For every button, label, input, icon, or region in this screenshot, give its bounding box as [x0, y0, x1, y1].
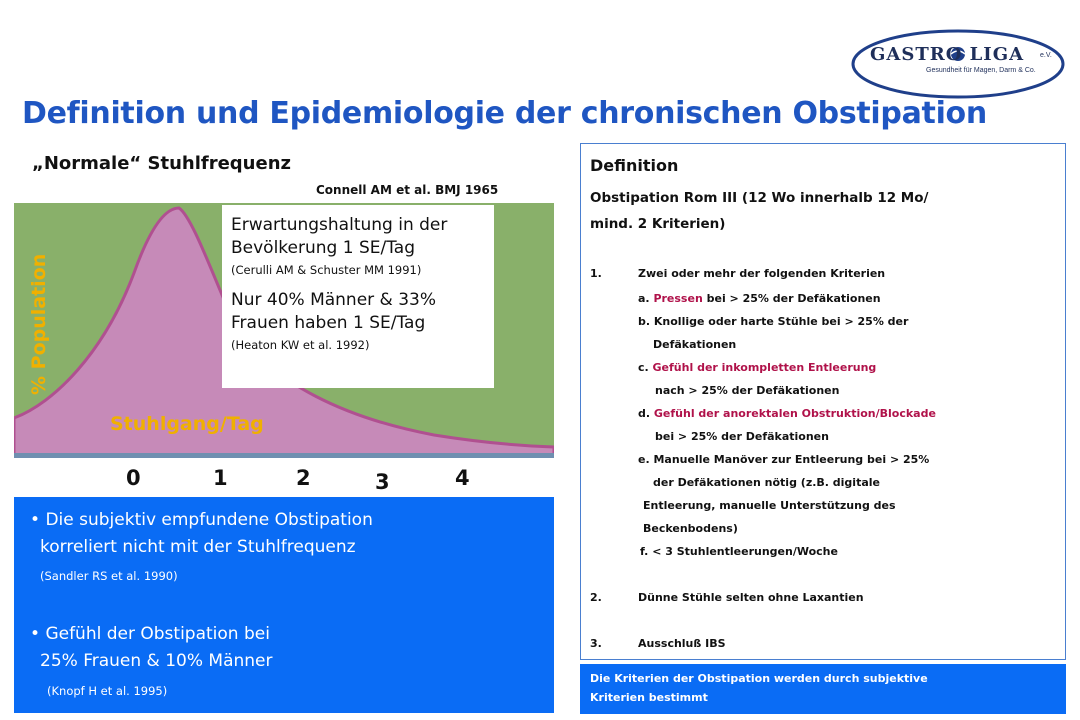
footer-line: Kriterien bestimmt — [590, 691, 708, 704]
bullet-text: korreliert nicht mit der Stuhlfrequenz — [40, 537, 356, 557]
sub-criterion-e-cont: Beckenbodens) — [643, 522, 738, 535]
sub-criterion-a: a. Pressen bei > 25% der Defäkationen — [638, 292, 881, 305]
callout-reference: (Heaton KW et al. 1992) — [231, 338, 370, 352]
definition-panel — [580, 143, 1066, 660]
sub-criterion-c-cont: nach > 25% der Defäkationen — [655, 384, 840, 397]
criterion-number: 2. — [590, 591, 602, 604]
callout-line: Erwartungshaltung in der — [231, 215, 448, 235]
sub-criterion-d: d. Gefühl der anorektalen Obstruktion/Blockade — [638, 407, 936, 420]
logo-text: GASTRO LIGA — [870, 44, 1025, 65]
criterion-number: 3. — [590, 637, 602, 650]
criterion-text: Ausschluß IBS — [638, 637, 726, 650]
callout-line: Frauen haben 1 SE/Tag — [231, 313, 426, 333]
bullet-item: • Gefühl der Obstipation bei 25% Frauen & 10% Männer — [30, 621, 272, 675]
bullet-text: Die subjektiv empfundene Obstipation — [45, 510, 373, 530]
criterion-text: Dünne Stühle selten ohne Laxantien — [638, 591, 864, 604]
x-tick-label: 0 — [126, 466, 141, 490]
bullet-reference: (Knopf H et al. 1995) — [47, 684, 168, 698]
sub-criterion-c: c. Gefühl der inkompletten Entleerung — [638, 361, 877, 374]
sub-criterion-e-cont: Entleerung, manuelle Unterstützung des — [643, 499, 896, 512]
definition-heading: Definition — [590, 156, 679, 175]
summary-footer — [580, 664, 1066, 714]
x-axis-label: Stuhlgang/Tag — [110, 413, 264, 435]
callout-line: Nur 40% Männer & 33% — [231, 290, 437, 310]
sub-criterion-e: e. Manuelle Manöver zur Entleerung bei > 25% — [638, 453, 930, 466]
bullet-reference: (Sandler RS et al. 1990) — [40, 569, 178, 583]
criterion-text: Zwei oder mehr der folgenden Kriterien — [638, 267, 886, 280]
rome-criteria-line: Obstipation Rom III (12 Wo innerhalb 12 Mo/ — [590, 190, 929, 206]
x-tick-label: 1 — [213, 466, 228, 490]
bullet-text: 25% Frauen & 10% Männer — [40, 651, 273, 671]
x-tick-label: 4 — [455, 466, 470, 490]
y-axis-label: % Population — [28, 253, 50, 395]
chart-citation: Connell AM et al. BMJ 1965 — [316, 183, 499, 197]
callout-reference: (Cerulli AM & Schuster MM 1991) — [231, 263, 422, 277]
footer-line: Die Kriterien der Obstipation werden durch subjektive — [590, 672, 928, 685]
sub-criterion-b-cont: Defäkationen — [653, 338, 737, 351]
page-title: Definition und Epidemiologie der chronischen Obstipation — [22, 96, 987, 131]
gastroliga-logo — [850, 22, 1065, 100]
bullet-item: • Die subjektiv empfundene Obstipation korreliert nicht mit der Stuhlfrequenz — [30, 507, 373, 561]
criterion-number: 1. — [590, 267, 602, 280]
chart-baseline — [14, 453, 554, 458]
sub-criterion-d-cont: bei > 25% der Defäkationen — [655, 430, 829, 443]
key-findings-box — [14, 497, 554, 713]
bullet-text: Gefühl der Obstipation bei — [45, 624, 270, 644]
chart-subtitle: „Normale“ Stuhlfrequenz — [32, 153, 291, 174]
logo-suffix: e.V. — [1040, 52, 1052, 59]
x-tick-label: 3 — [375, 470, 390, 494]
callout-line: Bevölkerung 1 SE/Tag — [231, 238, 415, 258]
sub-criterion-e-cont: der Defäkationen nötig (z.B. digitale — [653, 476, 880, 489]
logo-tagline: Gesundheit für Magen, Darm & Co. — [926, 67, 1036, 74]
rome-criteria-line: mind. 2 Kriterien) — [590, 216, 726, 232]
sub-criterion-f: f. < 3 Stuhlentleerungen/Woche — [640, 545, 838, 558]
sub-criterion-b: b. Knollige oder harte Stühle bei > 25% der — [638, 315, 909, 328]
expectation-callout — [222, 205, 494, 388]
x-tick-label: 2 — [296, 466, 311, 490]
